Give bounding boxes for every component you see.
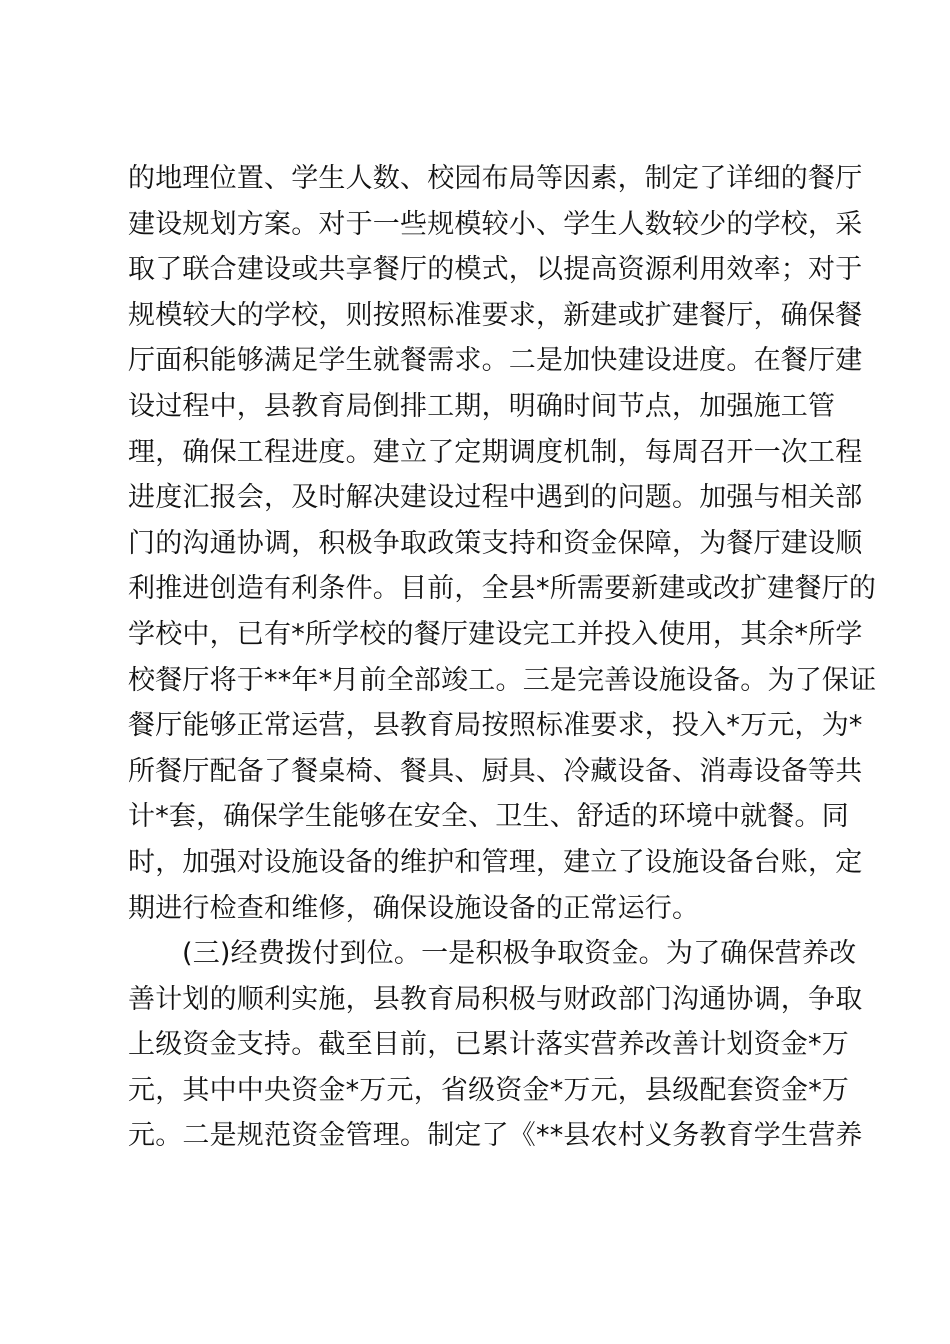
text-line: 时，加强对设施设备的维护和管理，建立了设施设备台账，定 <box>128 846 863 878</box>
text-line: 上级资金支持。截至目前，已累计落实营养改善计划资金*万 <box>128 1029 849 1061</box>
section-heading-line: (三)经费拨付到位。一是积极争取资金。为了确保营养改 <box>182 938 857 970</box>
text-line: 善计划的顺利实施，县教育局积极与财政部门沟通协调，争取 <box>128 983 863 1015</box>
text-line: 取了联合建设或共享餐厅的模式，以提高资源利用效率；对于 <box>128 254 863 286</box>
text-line: 的地理位置、学生人数、校园布局等因素，制定了详细的餐厅 <box>128 163 863 194</box>
text-line: 餐厅能够正常运营，县教育局按照标准要求，投入*万元，为* <box>128 710 863 742</box>
text-line: 规模较大的学校，则按照标准要求，新建或扩建餐厅，确保餐 <box>128 299 863 331</box>
text-line: 学校中，已有*所学校的餐厅建设完工并投入使用，其余*所学 <box>128 618 863 650</box>
text-line: 校餐厅将于**年*月前全部竣工。三是完善设施设备。为了保证 <box>128 664 877 696</box>
text-line: 利推进创造有利条件。目前，全县*所需要新建或改扩建餐厅的 <box>128 573 877 605</box>
text-line: 计*套，确保学生能够在安全、卫生、舒适的环境中就餐。同 <box>128 801 849 833</box>
text-line: 门的沟通协调，积极争取政策支持和资金保障，为餐厅建设顺 <box>128 527 863 559</box>
text-line: 进度汇报会，及时解决建设过程中遇到的问题。加强与相关部 <box>128 482 863 514</box>
text-line: 设过程中，县教育局倒排工期，明确时间节点，加强施工管 <box>128 390 836 422</box>
text-line: 建设规划方案。对于一些规模较小、学生人数较少的学校，采 <box>128 208 863 240</box>
body-text <box>128 156 877 1159</box>
text-line: 元。二是规范资金管理。制定了《**县农村义务教育学生营养 <box>128 1120 863 1152</box>
text-line: 理，确保工程进度。建立了定期调度机制，每周召开一次工程 <box>128 436 863 468</box>
text-line: 元，其中中央资金*万元，省级资金*万元，县级配套资金*万 <box>128 1074 850 1106</box>
text-line: 厅面积能够满足学生就餐需求。二是加快建设进度。在餐厅建 <box>128 345 863 377</box>
text-line: 期进行检查和维修，确保设施设备的正常运行。 <box>128 892 700 924</box>
text-line: 所餐厅配备了餐桌椅、餐具、厨具、冷藏设备、消毒设备等共 <box>128 755 863 787</box>
